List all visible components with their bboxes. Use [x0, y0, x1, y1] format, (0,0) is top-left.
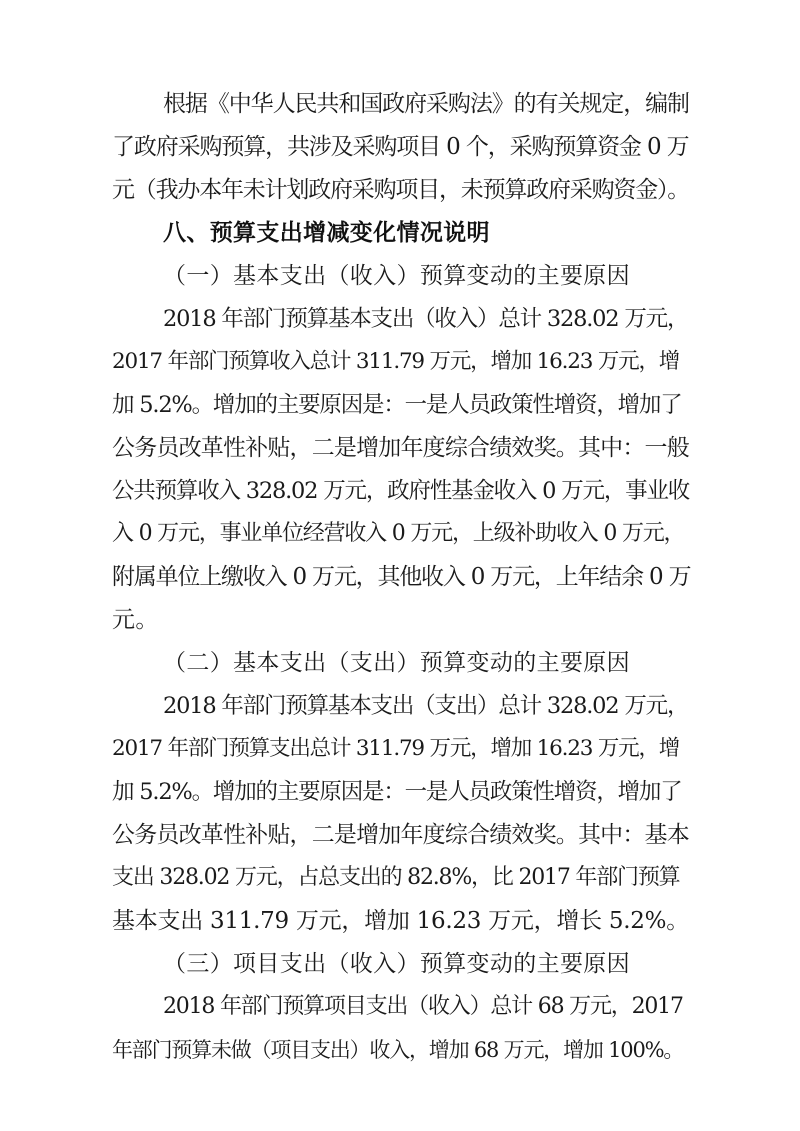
subheading-basic-expenditure: （二）基本支出（支出）预算变动的主要原因 [163, 650, 630, 676]
paragraph-line-basic-income-3: 加 5.2%。增加的主要原因是：一是人员政策性增资，增加了 [112, 392, 682, 418]
paragraph-line-basic-expenditure-1: 2018 年部门预算基本支出（支出）总计 328.02 万元， [163, 693, 689, 719]
paragraph-line-basic-income-1: 2018 年部门预算基本支出（收入）总计 328.02 万元， [163, 306, 689, 332]
paragraph-line-basic-income-8: 元。 [112, 607, 159, 633]
paragraph-line-basic-income-5: 公共预算收入 328.02 万元，政府性基金收入 0 万元，事业收 [112, 478, 690, 504]
paragraph-line-basic-expenditure-5: 支出 328.02 万元，占总支出的 82.8%，比 2017 年部门预算 [112, 865, 680, 890]
paragraph-line-basic-income-4: 公务员改革性补贴，二是增加年度综合绩效奖。其中：一般 [112, 435, 689, 461]
paragraph-line-procurement-2: 了政府采购预算，共涉及采购项目 0 个，采购预算资金 0 万 [112, 134, 689, 160]
paragraph-line-basic-expenditure-4: 公务员改革性补贴，二是增加年度综合绩效奖。其中：基本 [112, 822, 689, 848]
paragraph-line-project-income-1: 2018 年部门预算项目支出（收入）总计 68 万元，2017 [163, 994, 683, 1019]
paragraph-line-basic-expenditure-2: 2017 年部门预算支出总计 311.79 万元，增加 16.23 万元，增 [112, 736, 680, 761]
paragraph-line-procurement-1: 根据《中华人民共和国政府采购法》的有关规定，编制 [163, 91, 689, 117]
subheading-basic-income: （一）基本支出（收入）预算变动的主要原因 [163, 263, 630, 289]
paragraph-line-basic-income-7: 附属单位上缴收入 0 万元，其他收入 0 万元，上年结余 0 万 [112, 564, 691, 590]
paragraph-line-procurement-3: 元（我办本年未计划政府采购项目，未预算政府采购资金）。 [112, 177, 690, 203]
paragraph-line-basic-expenditure-3: 加 5.2%。增加的主要原因是：一是人员政策性增资，增加了 [112, 779, 682, 805]
paragraph-line-basic-expenditure-6: 基本支出 311.79 万元，增加 16.23 万元，增长 5.2%。 [112, 908, 689, 934]
subheading-project-income: （三）项目支出（收入）预算变动的主要原因 [163, 951, 630, 977]
paragraph-line-basic-income-2: 2017 年部门预算收入总计 311.79 万元，增加 16.23 万元，增 [112, 349, 680, 374]
paragraph-line-project-income-2: 年部门预算未做（项目支出）收入，增加 68 万元，增加 100%。 [112, 1038, 684, 1062]
paragraph-line-basic-income-6: 入 0 万元，事业单位经营收入 0 万元，上级补助收入 0 万元， [112, 521, 685, 546]
section-heading-eight: 八、预算支出增减变化情况说明 [163, 220, 490, 246]
